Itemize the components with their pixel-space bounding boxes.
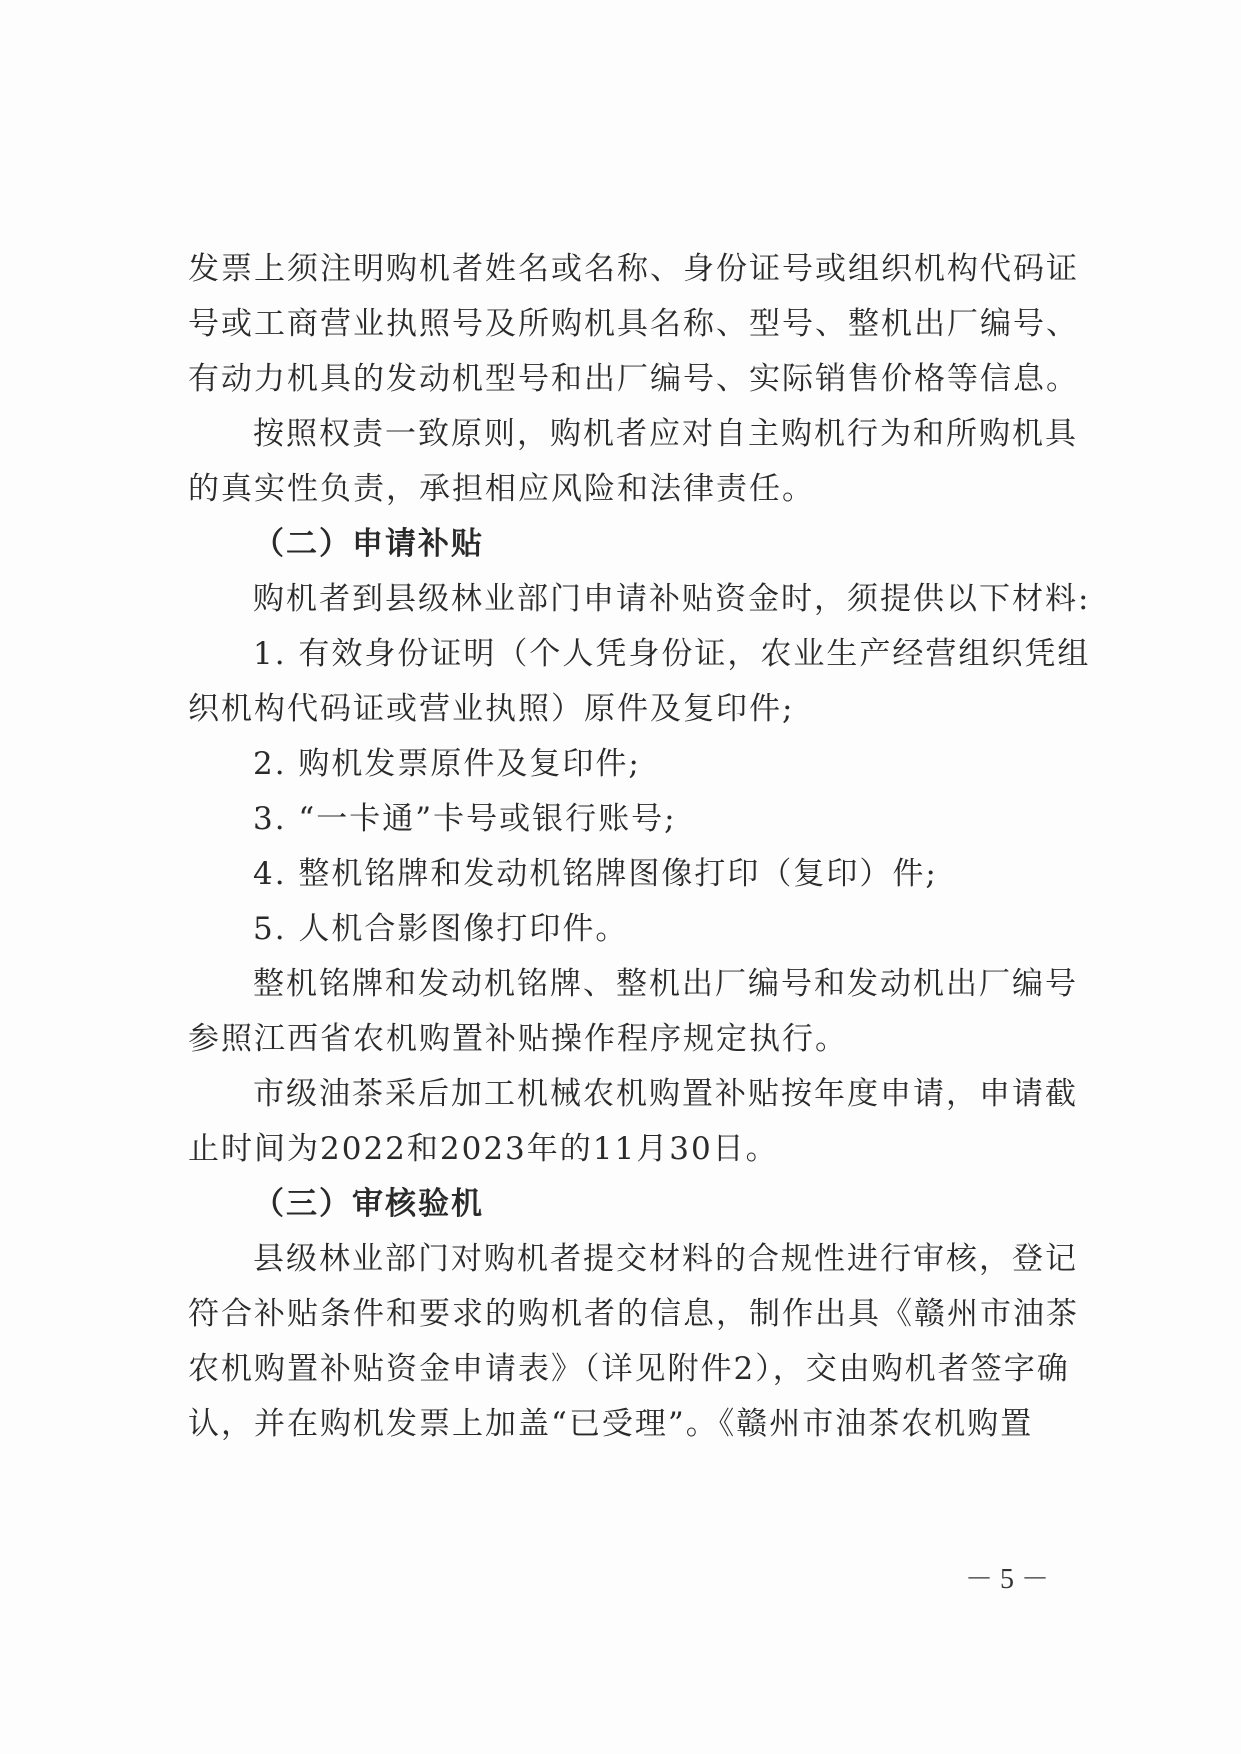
section-heading-apply-subsidy: （二）申请补贴: [253, 526, 484, 562]
paragraph-responsibility-line-1: 按照权责一致原则，购机者应对自主购机行为和所购机具: [253, 416, 1078, 452]
material-item-3: 3. “一卡通”卡号或银行账号;: [253, 801, 677, 837]
deadline-paragraph-line-2: 止时间为2022和2023年的11月30日。: [188, 1131, 779, 1167]
body-line-1: 发票上须注明购机者姓名或名称、身份证号或组织机构代码证: [188, 251, 1079, 287]
material-item-1-line-1: 1. 有效身份证明（个人凭身份证，农业生产经营组织凭组: [253, 636, 1091, 672]
material-item-2: 2. 购机发票原件及复印件;: [253, 746, 641, 782]
nameplate-paragraph-line-2: 参照江西省农机购置补贴操作程序规定执行。: [188, 1021, 848, 1057]
nameplate-paragraph-line-1: 整机铭牌和发动机铭牌、整机出厂编号和发动机出厂编号: [253, 966, 1078, 1002]
paragraph-responsibility-line-2: 的真实性负责，承担相应风险和法律责任。: [188, 471, 815, 507]
materials-intro: 购机者到县级林业部门申请补贴资金时，须提供以下材料:: [253, 581, 1091, 617]
body-line-2: 号或工商营业执照号及所购机具名称、型号、整机出厂编号、: [188, 306, 1079, 342]
material-item-1-line-2: 织机构代码证或营业执照）原件及复印件;: [188, 691, 795, 727]
body-line-3: 有动力机具的发动机型号和出厂编号、实际销售价格等信息。: [188, 361, 1079, 397]
review-paragraph-line-4: 认，并在购机发票上加盖“已受理”。《赣州市油茶农机购置: [188, 1406, 1034, 1442]
review-paragraph-line-2: 符合补贴条件和要求的购机者的信息，制作出具《赣州市油茶: [188, 1296, 1079, 1332]
material-item-4: 4. 整机铭牌和发动机铭牌图像打印（复印）件;: [253, 856, 938, 892]
section-heading-review: （三）审核验机: [253, 1186, 484, 1222]
deadline-paragraph-line-1: 市级油茶采后加工机械农机购置补贴按年度申请，申请截: [253, 1076, 1078, 1112]
page-number: － 5 －: [965, 1564, 1050, 1595]
review-paragraph-line-3: 农机购置补贴资金申请表》（详见附件2），交由购机者签字确: [188, 1351, 1070, 1387]
material-item-5: 5. 人机合影图像打印件。: [253, 911, 629, 947]
review-paragraph-line-1: 县级林业部门对购机者提交材料的合规性进行审核，登记: [253, 1241, 1078, 1277]
